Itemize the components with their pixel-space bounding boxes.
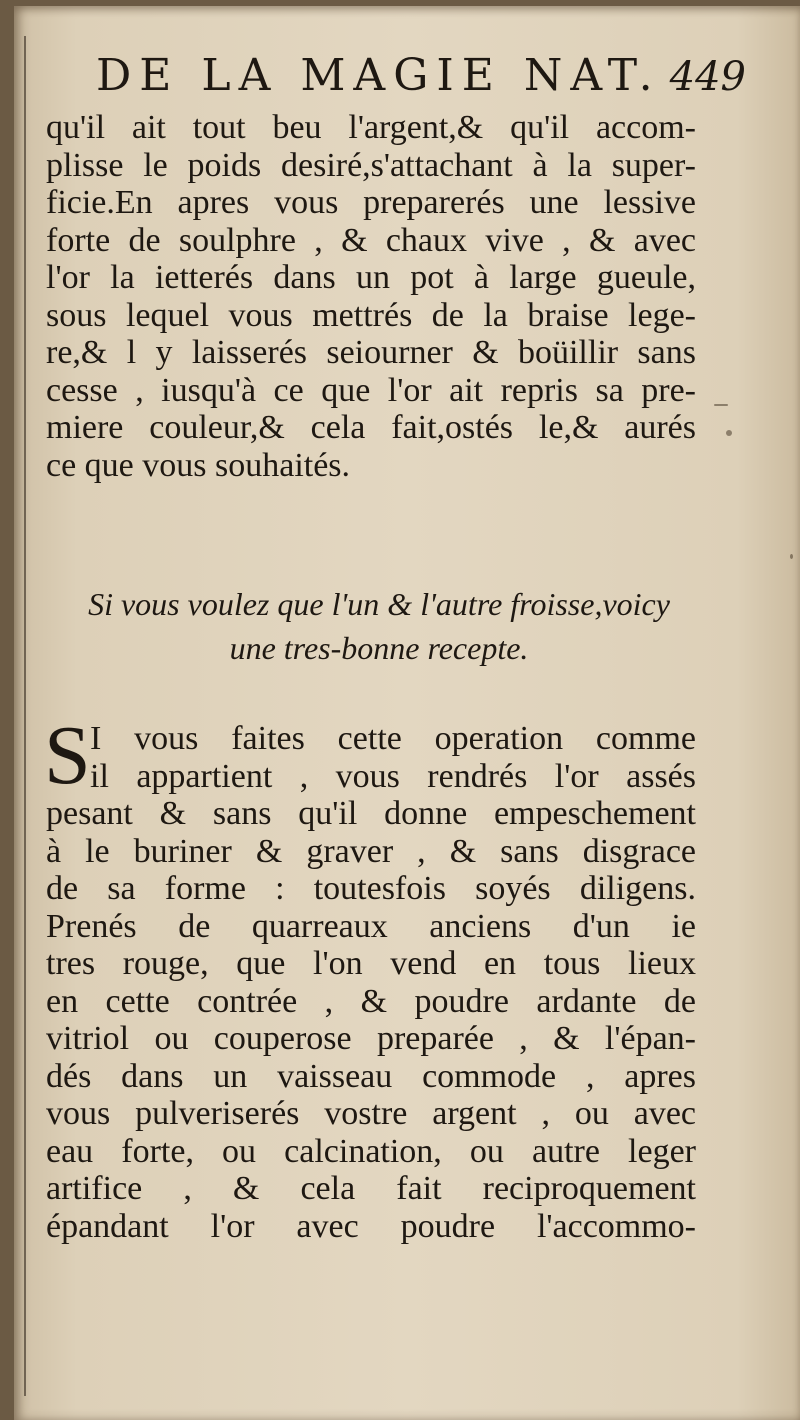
text-line: artifice , & cela fait reciproquement xyxy=(46,1170,696,1207)
text-line: vitriol ou couperose preparée , & l'épan- xyxy=(46,1020,696,1057)
paragraph-2 xyxy=(44,709,696,1245)
text-line: dés dans un vaisseau commode , apres xyxy=(46,1057,696,1095)
text-line: de sa forme : toutesfois soyés diligens. xyxy=(46,870,696,907)
text-line: I vous faites cette operation comme xyxy=(90,720,696,757)
drop-cap-block xyxy=(44,709,696,802)
paper-speck xyxy=(790,554,793,559)
text-line: plisse le poids desiré,s'attachant à la super- xyxy=(46,146,696,184)
text-line: à le buriner & graver , & sans disgrace xyxy=(46,832,696,870)
text-line: miere couleur,& cela fait,ostés le,& aurés xyxy=(46,409,696,446)
text-line: sous lequel vous mettrés de la braise lege- xyxy=(46,296,696,334)
text-line: re,& l y laisserés seiourner & boüillir sans xyxy=(46,334,696,371)
text-line: vous pulveriserés vostre argent , ou avec xyxy=(46,1095,696,1132)
text-line: cesse , iusqu'à ce que l'or ait repris sa pre- xyxy=(46,371,696,409)
text-line: forte de soulphre , & chaux vive , & avec xyxy=(46,221,696,259)
text-line: qu'il ait tout beu l'argent,& qu'il accom- xyxy=(46,109,696,146)
text-line: eau forte, ou calcination, ou autre leger xyxy=(46,1132,696,1170)
page-number: 449 xyxy=(669,54,746,100)
page-gutter xyxy=(24,36,26,1396)
paper-speck xyxy=(714,404,728,406)
paper-speck xyxy=(726,430,732,436)
section-heading-line: une tres-bonne recepte. xyxy=(229,630,529,666)
drop-cap: S xyxy=(44,709,91,802)
text-line: ficie.En apres vous preparerés une lessive xyxy=(46,184,696,221)
text-line: pesant & sans qu'il donne empeschement xyxy=(46,795,696,832)
text-line: il appartient , vous rendrés l'or assés xyxy=(90,757,696,795)
section-heading xyxy=(54,582,704,670)
book-page xyxy=(14,6,800,1420)
page-header xyxy=(96,50,746,110)
text-line: Prenés de quarreaux anciens d'un ie xyxy=(46,907,696,945)
text-line: l'or la ietterés dans un pot à large gueule, xyxy=(46,259,696,296)
running-head: DE LA MAGIE NAT. xyxy=(96,50,661,101)
paragraph-1 xyxy=(46,109,696,484)
text-line: épandant l'or avec poudre l'accommo- xyxy=(46,1207,696,1245)
text-line: en cette contrée , & poudre ardante de xyxy=(46,982,696,1020)
text-line: ce que vous souhaités. xyxy=(46,446,351,484)
text-line: tres rouge, que l'on vend en tous lieux xyxy=(46,945,696,982)
section-heading-line: Si vous voulez que l'un & l'autre froisse,voicy xyxy=(88,586,670,622)
